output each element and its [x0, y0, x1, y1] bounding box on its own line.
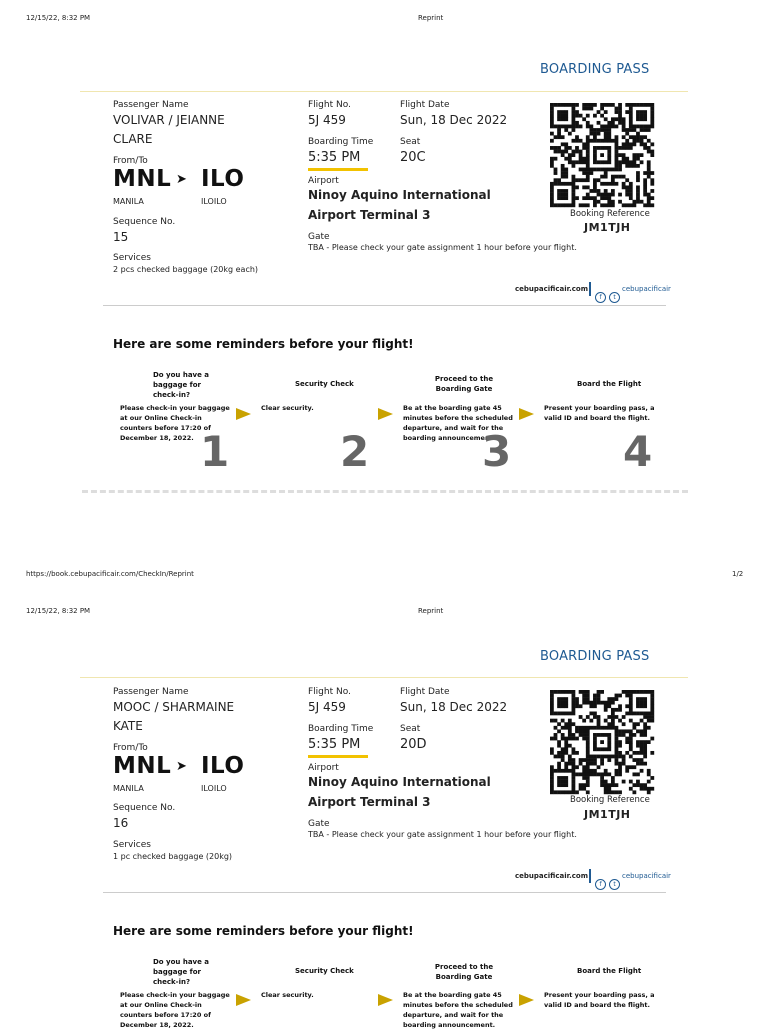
social-handle[interactable]: cebupacificair — [622, 285, 671, 293]
boarding-time-highlight — [308, 168, 368, 171]
seat-label: Seat — [400, 137, 421, 147]
passenger-name-line2: CLARE — [113, 132, 153, 146]
gate-info: TBA - Please check your gate assignment 1 hour before your flight. — [308, 243, 577, 252]
social-links — [515, 285, 588, 293]
origin-code: MNL — [113, 166, 172, 192]
gate-info: TBA - Please check your gate assignment 1 hour before your flight. — [308, 830, 577, 839]
website-link[interactable]: cebupacificair.com — [515, 872, 589, 880]
step-3-desc: Be at the boarding gate 45 minutes before the scheduled departure, and wait for the boarding announcement. — [403, 991, 513, 1029]
arrow-right-icon — [236, 408, 251, 420]
services-value: 2 pcs checked baggage (20kg each) — [113, 265, 259, 274]
facebook-icon[interactable]: f — [595, 284, 606, 303]
step-2-title: Security Check — [295, 967, 354, 975]
arrow-right-icon — [378, 408, 393, 420]
flight-no-label: Flight No. — [308, 100, 351, 110]
passenger-name-line1: VOLIVAR / JEIANNE — [113, 113, 225, 127]
flight-no-label: Flight No. — [308, 687, 351, 697]
step-3-title: Proceed to the Boarding Gate — [434, 375, 494, 393]
booking-reference: JM1TJH — [584, 221, 631, 234]
route-arrow-icon: ➤ — [176, 172, 187, 187]
sequence-number: 16 — [113, 816, 129, 830]
route-arrow-icon: ➤ — [176, 759, 187, 774]
origin-code: MNL — [113, 753, 172, 779]
print-datetime: 12/15/22, 8:32 PM — [26, 607, 91, 615]
airport-line1: Ninoy Aquino International — [308, 188, 491, 202]
step-1-desc: Please check-in your baggage at our Online Check-in counters before 17:20 of December 18, 2022. — [120, 991, 230, 1029]
step-3-number: 3 — [482, 427, 512, 476]
flight-no: 5J 459 — [308, 700, 346, 714]
website-link[interactable]: cebupacificair.com — [515, 285, 589, 293]
step-1-title: Do you have a baggage for check-in? — [153, 371, 210, 399]
destination-city: ILOILO — [201, 784, 227, 793]
twitter-icon[interactable]: t — [609, 284, 620, 303]
destination-code: ILO — [201, 753, 245, 779]
origin-city: MANILA — [113, 784, 144, 793]
seat-number: 20C — [400, 150, 426, 165]
services-label: Services — [113, 840, 151, 850]
step-4-desc: Present your boarding pass, a valid ID and board the flight. — [544, 404, 655, 422]
from-to-label: From/To — [113, 743, 148, 753]
social-separator — [589, 282, 591, 296]
boarding-pass-title: BOARDING PASS — [540, 649, 650, 664]
reminders-heading: Here are some reminders before your flight! — [113, 924, 414, 938]
page-url: https://book.cebupacificair.com/CheckIn/Reprint — [26, 570, 194, 578]
sequence-label: Sequence No. — [113, 217, 176, 227]
step-2-desc: Clear security. — [261, 991, 314, 999]
seat-number: 20D — [400, 737, 427, 752]
arrow-right-icon — [378, 994, 393, 1006]
cut-line — [82, 490, 688, 493]
divider — [103, 305, 666, 306]
airport-line2: Airport Terminal 3 — [308, 795, 431, 809]
qr-code — [550, 103, 656, 207]
step-3-title: Proceed to the Boarding Gate — [434, 963, 494, 981]
gate-label: Gate — [308, 819, 330, 829]
step-4-number: 4 — [623, 427, 653, 476]
boarding-time-highlight — [308, 755, 368, 758]
airport-label: Airport — [308, 763, 339, 773]
passenger-name-label: Passenger Name — [113, 687, 189, 697]
print-title: Reprint — [418, 14, 444, 22]
step-4-title: Board the Flight — [577, 967, 642, 975]
social-handle[interactable]: cebupacificair — [622, 872, 671, 880]
step-3-desc: Be at the boarding gate 45 minutes before the scheduled departure, and wait for the boarding announcement. — [403, 404, 513, 442]
seat-label: Seat — [400, 724, 421, 734]
airport-line1: Ninoy Aquino International — [308, 775, 491, 789]
divider — [103, 892, 666, 893]
step-4-desc: Present your boarding pass, a valid ID and board the flight. — [544, 991, 655, 1009]
destination-city: ILOILO — [201, 197, 227, 206]
social-links — [515, 872, 588, 880]
booking-reference-label: Booking Reference — [570, 209, 650, 219]
divider — [80, 677, 688, 678]
arrow-right-icon — [519, 994, 534, 1006]
origin-city: MANILA — [113, 197, 144, 206]
divider — [80, 91, 688, 92]
sequence-number: 15 — [113, 230, 129, 244]
social-separator — [589, 869, 591, 883]
reminders-heading: Here are some reminders before your flight! — [113, 337, 414, 351]
qr-code — [550, 690, 656, 794]
passenger-name-line2: KATE — [113, 719, 143, 733]
from-to-label: From/To — [113, 156, 148, 166]
passenger-name-label: Passenger Name — [113, 100, 189, 110]
services-label: Services — [113, 253, 151, 263]
step-4-title: Board the Flight — [577, 380, 642, 388]
step-2-desc: Clear security. — [261, 404, 314, 412]
flight-date: Sun, 18 Dec 2022 — [400, 113, 508, 127]
booking-reference-label: Booking Reference — [570, 795, 650, 805]
step-2-number: 2 — [340, 427, 370, 476]
boarding-time: 5:35 PM — [308, 737, 361, 752]
flight-date: Sun, 18 Dec 2022 — [400, 700, 508, 714]
print-datetime: 12/15/22, 8:32 PM — [26, 14, 91, 22]
boarding-time-label: Boarding Time — [308, 724, 374, 734]
facebook-icon[interactable]: f — [595, 871, 606, 890]
airport-line2: Airport Terminal 3 — [308, 208, 431, 222]
boarding-time-label: Boarding Time — [308, 137, 374, 147]
arrow-right-icon — [236, 994, 251, 1006]
destination-code: ILO — [201, 166, 245, 192]
boarding-pass-title: BOARDING PASS — [540, 62, 650, 77]
boarding-time: 5:35 PM — [308, 150, 361, 165]
step-1-number: 1 — [200, 427, 230, 476]
flight-no: 5J 459 — [308, 113, 346, 127]
page-number: 1/2 — [732, 570, 744, 578]
arrow-right-icon — [519, 408, 534, 420]
booking-reference: JM1TJH — [584, 808, 631, 821]
passenger-name-line1: MOOC / SHARMAINE — [113, 700, 235, 714]
step-1-desc: Please check-in your baggage at our Online Check-in counters before 17:20 of December 18, 2022. — [120, 404, 230, 442]
step-1-title: Do you have a baggage for check-in? — [153, 958, 210, 986]
airport-label: Airport — [308, 176, 339, 186]
step-2-title: Security Check — [295, 380, 354, 388]
services-value: 1 pc checked baggage (20kg) — [113, 852, 233, 861]
twitter-icon[interactable]: t — [609, 871, 620, 890]
print-title: Reprint — [418, 607, 444, 615]
sequence-label: Sequence No. — [113, 803, 176, 813]
flight-date-label: Flight Date — [400, 100, 450, 110]
gate-label: Gate — [308, 232, 330, 242]
flight-date-label: Flight Date — [400, 687, 450, 697]
